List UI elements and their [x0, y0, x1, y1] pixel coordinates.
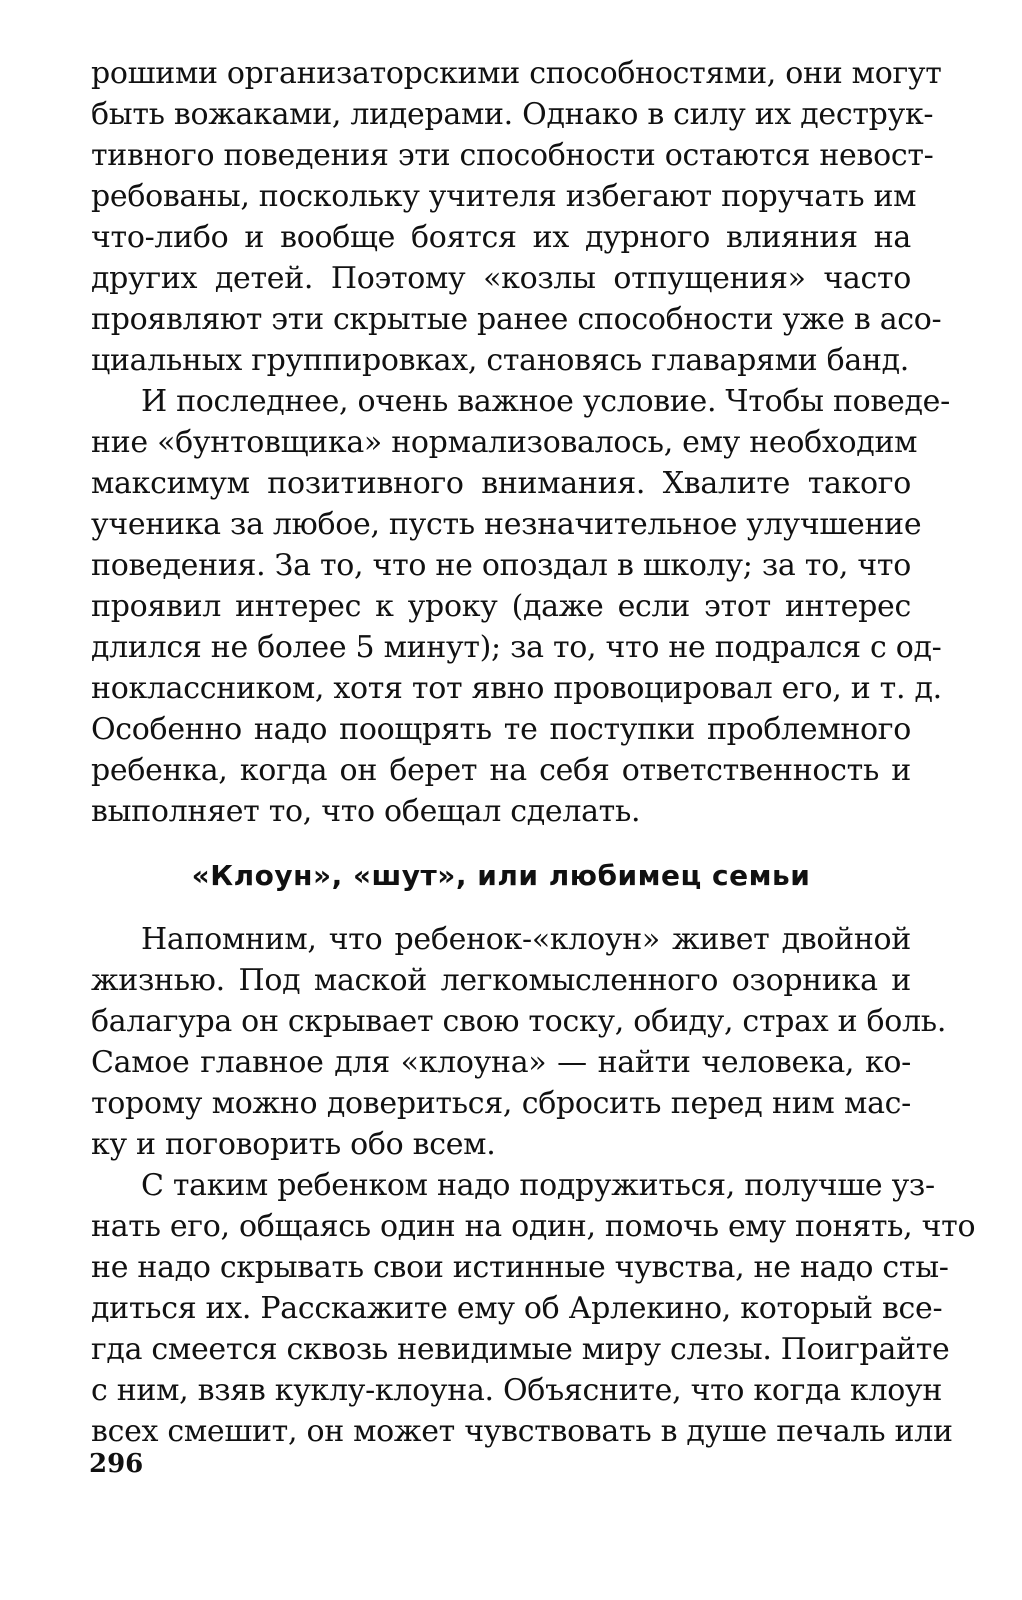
text-line: максимум позитивного внимания. Хвалите такого — [91, 466, 911, 501]
text-line: не надо скрывать свои истинные чувства, не надо сты- — [91, 1250, 949, 1285]
text-line: Напомним, что ребенок-«клоун» живет двойной — [141, 922, 911, 957]
text-line: ку и поговорить обо всем. — [91, 1127, 496, 1162]
text-line: жизнью. Под маской легкомысленного озорника и — [91, 963, 911, 998]
text-line: ние «бунтовщика» нормализовалось, ему необходим — [91, 425, 918, 460]
text-line: диться их. Расскажите ему об Арлекино, который все- — [91, 1291, 943, 1326]
text-line: торому можно довериться, сбросить перед ним мас- — [91, 1086, 911, 1121]
page-number: 296 — [89, 1449, 144, 1479]
text-line: балагура он скрывает свою тоску, обиду, страх и боль. — [91, 1004, 947, 1039]
text-line: ученика за любое, пусть незначительное улучшение — [91, 507, 922, 542]
text-line: рошими организаторскими способностями, они могут — [91, 56, 942, 91]
text-line: проявил интерес к уроку (даже если этот интерес — [91, 589, 911, 624]
text-line: с ним, взяв куклу-клоуна. Объясните, что когда клоун — [91, 1373, 943, 1408]
text-line: что-либо и вообще боятся их дурного влияния на — [91, 220, 911, 255]
text-line: поведения. За то, что не опоздал в школу; за то, что — [91, 548, 911, 583]
text-line: И последнее, очень важное условие. Чтобы поведе- — [141, 384, 950, 419]
text-line: выполняет то, что обещал сделать. — [91, 794, 641, 829]
text-line: тивного поведения эти способности остаются невост- — [91, 138, 934, 173]
text-line: ребованы, поскольку учителя избегают поручать им — [91, 179, 917, 214]
text-line: проявляют эти скрытые ранее способности уже в асо- — [91, 302, 942, 337]
text-line: Самое главное для «клоуна» — найти человека, ко- — [91, 1045, 911, 1080]
text-line: С таким ребенком надо подружиться, получше уз- — [141, 1168, 935, 1203]
text-line: длился не более 5 минут); за то, что не подрался с од- — [91, 630, 942, 665]
text-line: циальных группировках, становясь главарями банд. — [91, 343, 910, 378]
text-line: других детей. Поэтому «козлы отпущения» часто — [91, 261, 911, 296]
text-line: гда смеется сквозь невидимые миру слезы. Поиграйте — [91, 1332, 950, 1367]
section-heading: «Клоун», «шут», или любимец семьи — [191, 859, 811, 892]
text-line: ноклассником, хотя тот явно провоцировал его, и т. д. — [91, 671, 942, 706]
text-line: быть вожаками, лидерами. Однако в силу их деструк- — [91, 97, 934, 132]
text-line: Особенно надо поощрять те поступки проблемного — [91, 712, 911, 747]
text-line: ребенка, когда он берет на себя ответственность и — [91, 753, 911, 788]
text-line: всех смешит, он может чувствовать в душе печаль или — [91, 1414, 953, 1449]
text-line: нать его, общаясь один на один, помочь ему понять, что — [91, 1209, 976, 1244]
